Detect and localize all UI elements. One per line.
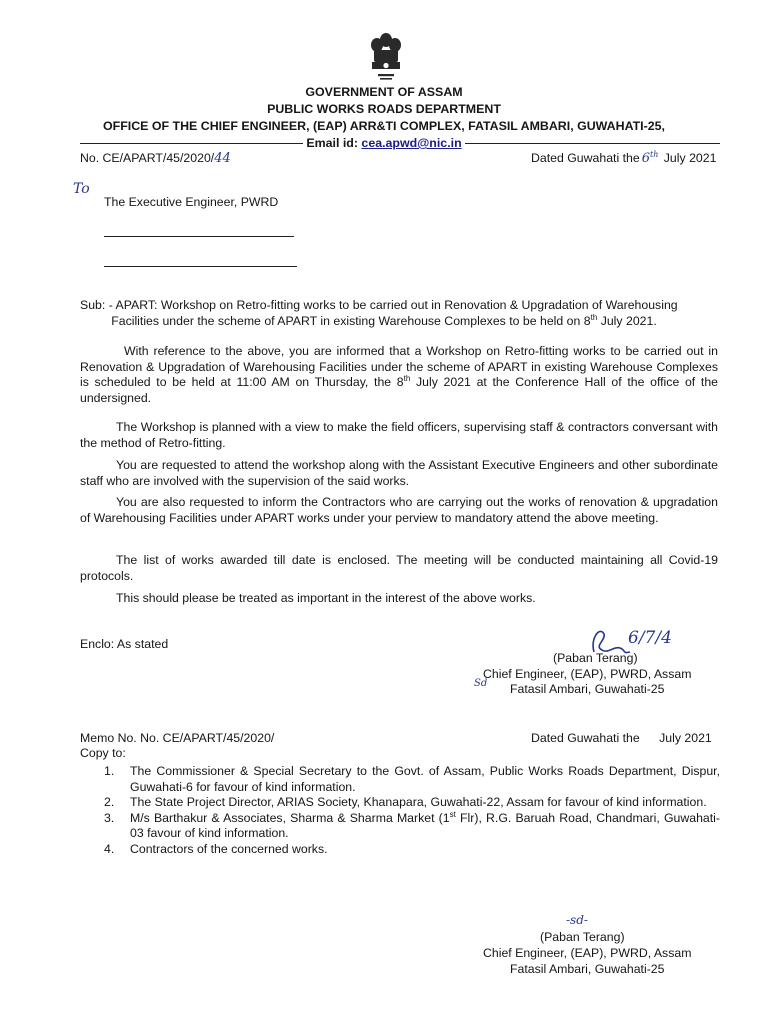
reference-number [80, 151, 231, 167]
signature-date-handwritten: 6/7/4 [628, 628, 672, 648]
subject-line-1: Sub: - APART: Workshop on Retro-fitting works to be carried out in Renovation & Upgradation of Warehousing [80, 298, 678, 312]
copy-item-3-sup: st [449, 809, 456, 819]
signature-1-name: (Paban Terang) [553, 651, 638, 665]
letterhead-email-line [0, 135, 768, 151]
ashoka-emblem-icon [366, 30, 406, 85]
body-paragraph-6: This should please be treated as important in the interest of the above works. [116, 591, 536, 605]
copy-item-4-number: 4. [104, 841, 115, 856]
copy-item-3-number: 3. [104, 810, 115, 825]
recipient-name: The Executive Engineer, PWRD [104, 195, 279, 209]
letterhead-government: GOVERNMENT OF ASSAM [305, 85, 463, 99]
copy-item-1 [104, 764, 720, 795]
signature-1-address: Fatasil Ambari, Guwahati-25 [510, 682, 665, 696]
subject-line-2-text: Facilities under the scheme of APART in existing Warehouse Complexes to be held on 8 [111, 314, 591, 328]
body-paragraph-4: You are also requested to inform the Contractors who are carrying out the works of renovation & upgradation of Warehousing Facilities under APART works under your perview to mandatory attend the above meeting. [80, 495, 718, 525]
reference-number-text: No. CE/APART/45/2020/ [80, 151, 215, 165]
copy-item-2-number: 2. [104, 795, 115, 810]
body-paragraph-1-sup: th [403, 374, 411, 384]
body-paragraph-3: You are requested to attend the workshop along with the Assistant Executive Engineers and other subordinate staff who are involved with the supervision of the said works. [80, 458, 718, 488]
letterhead-department: PUBLIC WORKS ROADS DEPARTMENT [267, 102, 501, 116]
reference-date-prefix: Dated Guwahati the [531, 151, 640, 165]
memo-date-prefix: Dated Guwahati the [531, 731, 640, 745]
recipient-blank-line-2 [104, 266, 297, 267]
copy-item-4 [104, 842, 720, 858]
copy-item-1-text: The Commissioner & Special Secretary to the Govt. of Assam, Public Works Roads Department, Dispur, Guwahati-6 for favour of kind information. [130, 764, 720, 794]
memo-number: Memo No. No. CE/APART/45/2020/ [80, 731, 275, 745]
body-paragraph-1 [80, 344, 718, 406]
enclosure: Enclo: As stated [80, 637, 169, 651]
copy-item-3-text-start: M/s Barthakur & Associates, Sharma & Sharma Market (1 [130, 810, 450, 825]
reference-date-sup: th [649, 149, 659, 159]
reference-number-handwritten: 44 [214, 151, 231, 166]
body-paragraph-2: The Workshop is planned with a view to make the field officers, supervising staff & contractors conversant with the method of Retro-fitting. [80, 420, 718, 450]
body-paragraph-1-text: With reference to the above, you are informed that a Workshop on Retro-fitting works to be carried out in Renovation & Upgradation of Warehousing Facilities under the scheme of APART in existing Warehouse Complexes is scheduled to be held at 11:00 AM on Thursday, the 8 [80, 344, 718, 390]
memo-date-suffix: July 2021 [659, 731, 712, 745]
copy-item-4-text: Contractors of the concerned works. [130, 841, 328, 856]
letterhead-office: OFFICE OF THE CHIEF ENGINEER, (EAP) ARR&TI COMPLEX, FATASIL AMBARI, GUWAHATI-25, [103, 119, 665, 133]
memo-date [531, 731, 712, 747]
reference-date-suffix: July 2021 [663, 151, 717, 165]
copy-item-1-number: 1. [104, 764, 115, 778]
copy-to-list [104, 764, 720, 858]
body-paragraph-1-end: July 2021 at the Conference Hall of the office of the undersigned. [80, 375, 718, 405]
signature-1-title: Chief Engineer, (EAP), PWRD, Assam [483, 667, 692, 681]
subject-line-2-end: July 2021. [597, 314, 657, 328]
copy-item-3 [104, 811, 720, 842]
signature-2-sd: -sd- [566, 913, 588, 927]
recipient-blank-line-1 [104, 236, 294, 237]
to-handwritten: To [73, 181, 90, 197]
email-link[interactable]: cea.apwd@nic.in [361, 136, 462, 150]
body-paragraph-5: The list of works awarded till date is enclosed. The meeting will be conducted maintaining all Covid-19 protocols. [80, 553, 718, 583]
signature-2-title: Chief Engineer, (EAP), PWRD, Assam [483, 946, 692, 960]
signature-1-initials: Sd [474, 678, 488, 689]
copy-item-2 [104, 795, 720, 811]
signature-2-name: (Paban Terang) [540, 930, 625, 944]
reference-date-day: 6 [641, 151, 650, 166]
copy-item-3-text-end: Flr), R.G. Baruah Road, Chandmari, Guwahati-03 favour of kind information. [130, 810, 721, 841]
reference-date [531, 151, 716, 167]
subject-line-2-sup: th [590, 312, 598, 322]
email-label: Email id: [306, 136, 362, 150]
subject-line-2 [0, 314, 768, 330]
signature-2-address: Fatasil Ambari, Guwahati-25 [510, 962, 665, 976]
copy-item-2-text: The State Project Director, ARIAS Society, Khanapara, Guwahati-22, Assam for favour of kind information. [130, 795, 707, 810]
copy-to-label: Copy to: [80, 746, 126, 760]
